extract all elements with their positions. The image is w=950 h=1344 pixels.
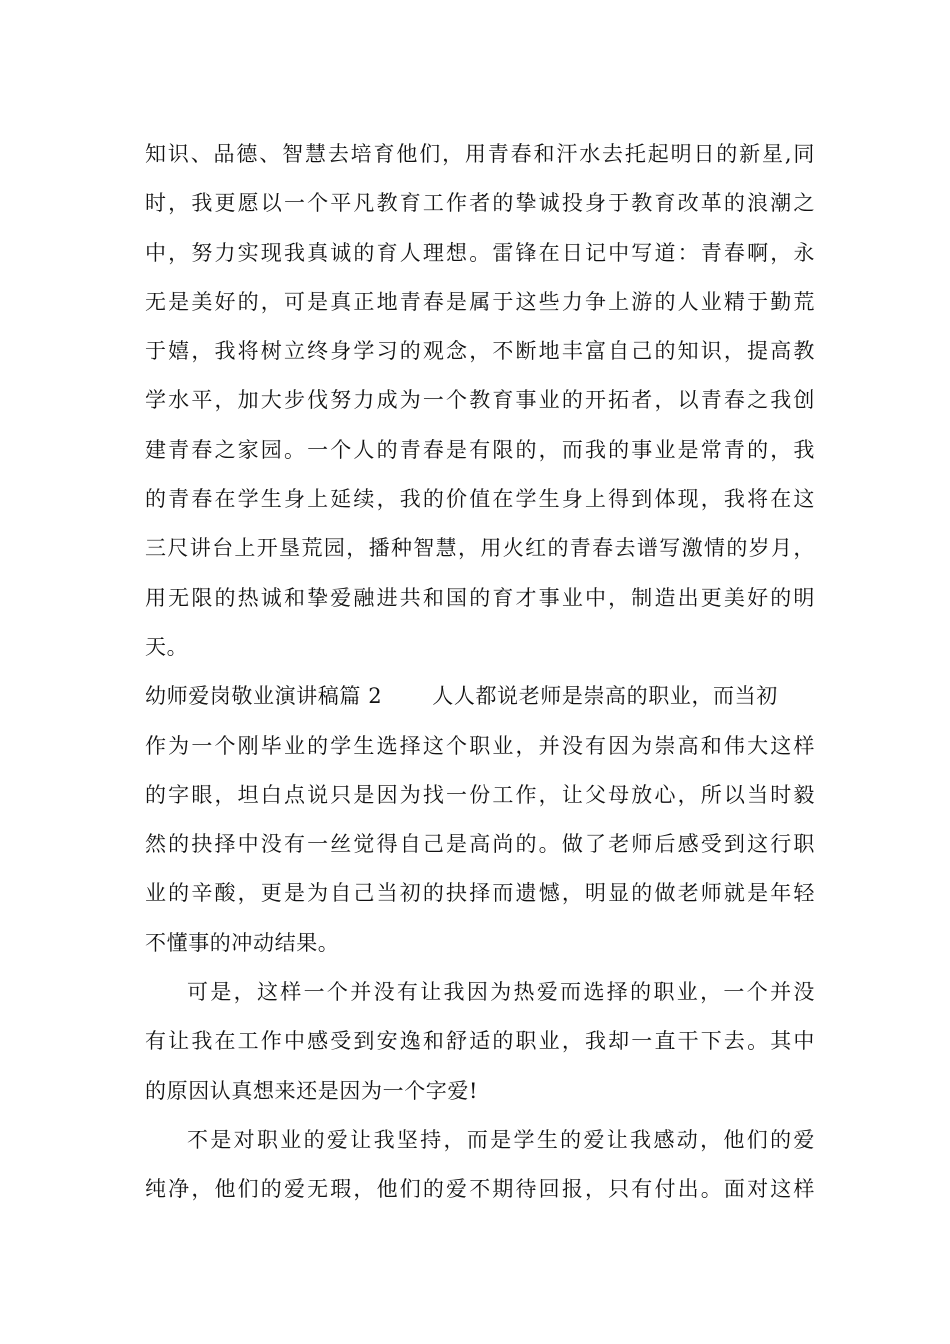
text-line: 学水平，加大步伐努力成为一个教育事业的开拓者，以青春之我创 (145, 388, 815, 413)
text-line: 中，努力实现我真诚的育人理想。雷锋在日记中写道：青春啊，永 (145, 240, 815, 265)
paragraph-first-line: 可是，这样一个并没有让我因为热爱而选择的职业，一个并没 (187, 980, 815, 1005)
section-first-text: 人人都说老师是崇高的职业，而当初 (432, 684, 778, 709)
paragraph-first-line: 不是对职业的爱让我坚持，而是学生的爱让我感动，他们的爱 (187, 1127, 815, 1152)
text-line: 的青春在学生身上延续，我的价值在学生身上得到体现，我将在这 (145, 487, 815, 512)
section-title: 幼师爱岗敬业演讲稿篇 2 (145, 684, 383, 709)
text-line: 建青春之家园。一个人的青春是有限的，而我的事业是常青的，我 (145, 437, 815, 462)
text-line: 业的辛酸，更是为自己当初的抉择而遗憾，明显的做老师就是年轻 (145, 881, 815, 906)
text-line: 于嬉，我将树立终身学习的观念，不断地丰富自己的知识，提高教 (145, 339, 815, 364)
text-line: 然的抉择中没有一丝觉得自己是高尚的。做了老师后感受到这行职 (145, 832, 815, 857)
document-body (145, 130, 815, 1215)
text-line: 的字眼，坦白点说只是因为找一份工作，让父母放心，所以当时毅 (145, 782, 815, 807)
text-line: 有让我在工作中感受到安逸和舒适的职业，我却一直干下去。其中 (145, 1029, 815, 1054)
text-line: 作为一个刚毕业的学生选择这个职业，并没有因为崇高和伟大这样 (145, 733, 815, 758)
text-line: 的原因认真想来还是因为一个字爱! (145, 1078, 479, 1103)
section-heading-line (145, 672, 815, 721)
text-line: 用无限的热诚和挚爱融进共和国的育才事业中，制造出更美好的明 (145, 585, 815, 610)
text-line: 知识、品德、智慧去培育他们，用青春和汗水去托起明日的新星,同 (145, 142, 815, 166)
text-line: 无是美好的，可是真正地青春是属于这些力争上游的人业精于勤荒 (145, 289, 815, 314)
text-line: 不懂事的冲动结果。 (145, 930, 340, 955)
text-line: 天。 (145, 634, 189, 659)
text-line: 时，我更愿以一个平凡教育工作者的挚诚投身于教育改革的浪潮之 (145, 191, 815, 216)
text-line: 三尺讲台上开垦荒园，播种智慧，用火红的青春去谱写激情的岁月， (145, 536, 815, 561)
text-line: 纯净，他们的爱无瑕，他们的爱不期待回报，只有付出。面对这样 (145, 1177, 815, 1202)
